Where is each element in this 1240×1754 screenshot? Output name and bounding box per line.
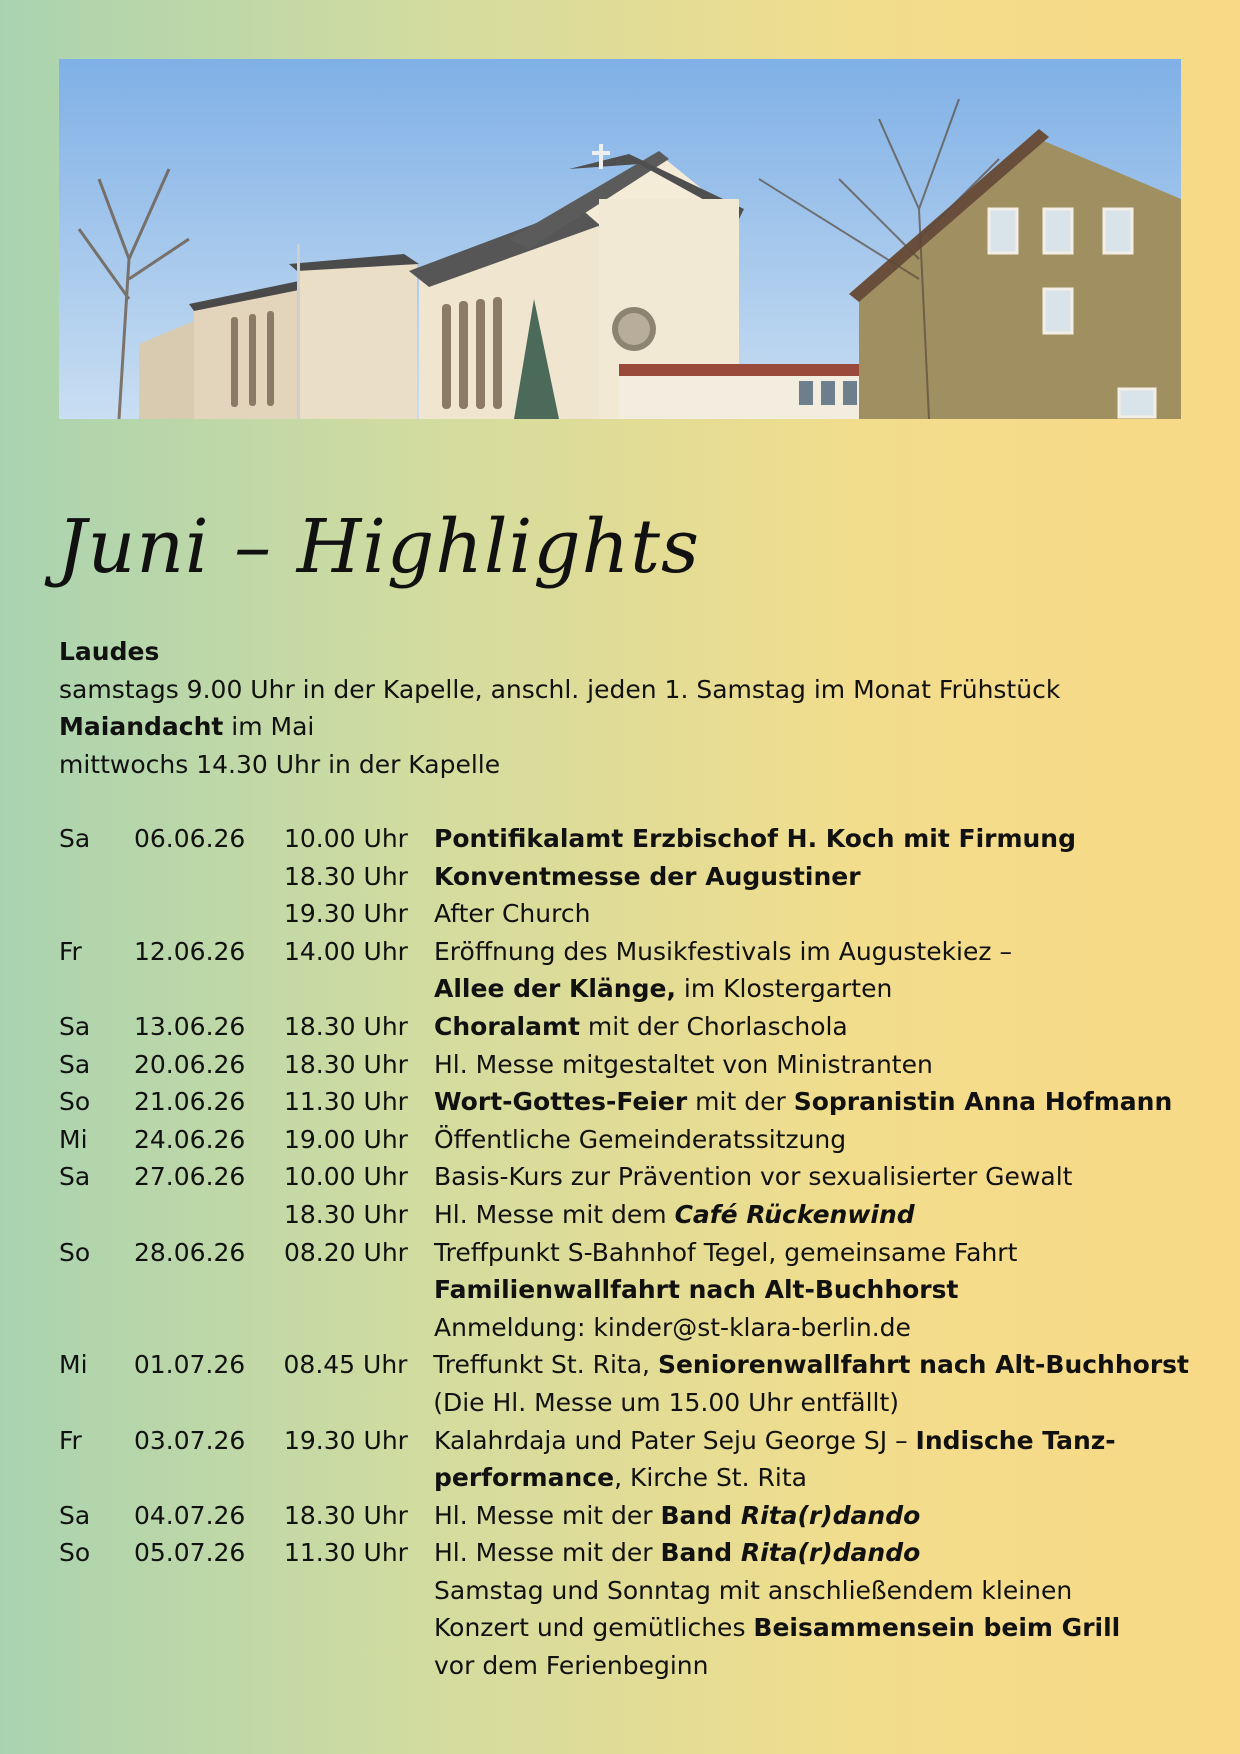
event-time: 10.00 Uhr (284, 1162, 408, 1192)
event-description-line (434, 1046, 1189, 1084)
event-time: 18.30 Uhr (284, 1500, 408, 1530)
event-date: 27.06.26 (134, 1162, 246, 1192)
event-row (59, 1234, 1189, 1347)
text-run: Öffentliche Gemeinderatssitzung (434, 1124, 847, 1154)
text-run: Beisammensein beim Grill (753, 1613, 1121, 1643)
intro-line (59, 633, 1179, 671)
event-description (434, 858, 1189, 896)
text-run: After Church (434, 899, 591, 929)
event-row (59, 1534, 1189, 1684)
event-description-line (434, 1572, 1189, 1610)
event-description (434, 1497, 1189, 1535)
event-date: 28.06.26 (134, 1237, 246, 1267)
intro-line (59, 708, 1179, 746)
text-run: (Die Hl. Messe um 15.00 Uhr entfällt) (433, 1387, 900, 1417)
event-description (434, 1008, 1189, 1046)
event-time: 18.30 Uhr (284, 1049, 408, 1079)
event-description (434, 1422, 1189, 1497)
event-description-line (434, 1158, 1189, 1196)
event-time: 18.30 Uhr (284, 1011, 408, 1041)
event-row (59, 1196, 1189, 1234)
event-description-line (433, 1346, 1189, 1384)
event-description-line (434, 1497, 1189, 1535)
event-day: Fr (59, 1425, 82, 1455)
event-day: Mi (59, 1124, 88, 1154)
event-description (434, 1046, 1189, 1084)
event-date: 06.06.26 (134, 824, 246, 853)
event-day: Sa (59, 1011, 91, 1041)
intro-line (59, 746, 1179, 784)
text-run: Maiandacht (59, 712, 224, 741)
text-run: mit der Chorlaschola (579, 1011, 848, 1041)
event-description (434, 1196, 1189, 1234)
text-run: samstags 9.00 Uhr in der Kapelle, anschl. jeden 1. Samstag im Monat Frühstück (59, 674, 1061, 704)
event-date: 24.06.26 (134, 1124, 246, 1154)
event-row (59, 1121, 1189, 1159)
event-date: 21.06.26 (134, 1087, 246, 1117)
event-date: 03.07.26 (134, 1425, 246, 1455)
event-day: Sa (59, 1500, 91, 1530)
event-day: So (59, 1538, 91, 1568)
event-day: Mi (59, 1350, 88, 1380)
event-row (59, 1497, 1189, 1535)
event-description-line (434, 1309, 1189, 1347)
event-description-line (434, 820, 1189, 858)
text-run: Hl. Messe mitgestaltet von Ministranten (434, 1049, 933, 1079)
event-day: So (59, 1087, 91, 1117)
event-description (434, 1121, 1189, 1159)
text-run: Laudes (59, 637, 160, 666)
event-date (134, 895, 284, 933)
event-description-line (434, 1008, 1189, 1046)
event-row (59, 933, 1189, 1008)
text-run: Band (660, 1538, 741, 1568)
text-run: Rita(r)dando (740, 1500, 921, 1530)
text-run: Familienwallfahrt nach Alt-Buchhorst (434, 1275, 959, 1305)
event-row (59, 1046, 1189, 1084)
text-run: im Mai (223, 712, 315, 741)
text-run: Choralamt (434, 1011, 580, 1041)
event-description (434, 895, 1189, 933)
event-row (59, 1008, 1189, 1046)
event-description (433, 1346, 1189, 1421)
event-description-line (433, 1384, 1189, 1422)
event-description-line (434, 1534, 1189, 1572)
text-run: Allee der Klänge, (434, 974, 676, 1004)
event-date: 12.06.26 (134, 936, 246, 966)
text-run: Seniorenwallfahrt nach Alt-Buchhorst (657, 1350, 1189, 1380)
page-title: Juni – Highlights (57, 504, 701, 590)
event-time: 11.30 Uhr (284, 1538, 408, 1568)
event-date: 20.06.26 (134, 1049, 246, 1079)
event-date: 04.07.26 (134, 1500, 246, 1530)
event-day: Sa (59, 1049, 91, 1079)
text-run: Hl. Messe mit der (434, 1500, 661, 1530)
event-description-line (434, 1083, 1189, 1121)
text-run: Pontifikalamt Erzbischof H. Koch mit Firmung (434, 824, 1077, 853)
text-run: Kalahrdaja und Pater Seju George SJ – (434, 1425, 916, 1455)
text-run: Sopranistin Anna Hofmann (793, 1087, 1173, 1117)
event-time: 10.00 Uhr (284, 824, 408, 853)
event-description (434, 1083, 1189, 1121)
event-time: 19.30 Uhr (284, 899, 408, 929)
text-run: im Klostergarten (675, 974, 893, 1004)
event-row (59, 1083, 1189, 1121)
intro-line (59, 671, 1179, 709)
event-description-line (434, 970, 1189, 1008)
text-run: Eröffnung des Musikfestivals im Augustekiez – (434, 936, 1012, 966)
text-run: Wort-Gottes-Feier (434, 1087, 688, 1117)
event-description-line (434, 858, 1189, 896)
text-run: Treffpunkt S-Bahnhof Tegel, gemeinsame Fahrt (434, 1237, 1018, 1267)
event-day: Sa (59, 1162, 91, 1192)
event-time: 08.45 Uhr (283, 1350, 408, 1380)
text-run: Basis-Kurs zur Prävention vor sexualisierter Gewalt (434, 1162, 1073, 1192)
event-day (59, 895, 134, 933)
event-description-line (434, 1647, 1189, 1685)
text-run: Anmeldung: kinder@st-klara-berlin.de (434, 1312, 911, 1342)
event-time: 19.30 Uhr (284, 1425, 408, 1455)
event-row (59, 858, 1189, 896)
event-description-line (434, 1609, 1189, 1647)
event-day: Sa (59, 824, 91, 853)
text-run: mittwochs 14.30 Uhr in der Kapelle (59, 749, 501, 779)
event-time: 14.00 Uhr (284, 936, 408, 966)
event-description (434, 933, 1189, 1008)
text-run: Band (660, 1500, 741, 1530)
event-description-line (434, 1234, 1189, 1272)
event-row (59, 820, 1189, 858)
event-description-line (434, 895, 1189, 933)
event-date (134, 858, 284, 896)
event-description-line (434, 933, 1189, 971)
event-description (434, 1158, 1189, 1196)
event-time: 08.20 Uhr (284, 1237, 408, 1267)
text-run: Hl. Messe mit der (434, 1538, 661, 1568)
header-photo-church (59, 59, 1181, 419)
event-day (59, 1196, 134, 1234)
event-description-line (434, 1196, 1189, 1234)
text-run: Samstag und Sonntag mit anschließendem kleinen (434, 1575, 1073, 1605)
event-time: 19.00 Uhr (284, 1124, 408, 1154)
event-description (434, 1234, 1189, 1347)
event-day: Fr (59, 936, 82, 966)
intro-section (59, 633, 1179, 783)
text-run: Indische Tanz- (915, 1425, 1116, 1455)
text-run: Hl. Messe mit dem (434, 1199, 675, 1229)
text-run: performance (434, 1463, 615, 1493)
text-run: Konzert und gemütliches (434, 1613, 754, 1643)
text-run: Treffunkt St. Rita, (433, 1350, 658, 1380)
event-date: 13.06.26 (134, 1011, 246, 1041)
event-row (59, 1346, 1189, 1421)
event-row (59, 1158, 1189, 1196)
event-description-line (434, 1121, 1189, 1159)
text-run: Rita(r)dando (740, 1538, 921, 1568)
event-description-line (434, 1422, 1189, 1460)
event-date: 05.07.26 (134, 1538, 246, 1568)
event-time: 18.30 Uhr (284, 861, 408, 891)
church-illustration (59, 59, 1181, 419)
event-row (59, 1422, 1189, 1497)
event-description (434, 820, 1189, 858)
text-run: vor dem Ferienbeginn (434, 1651, 709, 1681)
event-time: 11.30 Uhr (284, 1087, 408, 1117)
event-time: 18.30 Uhr (284, 1199, 408, 1229)
text-run: mit der (687, 1087, 794, 1117)
event-description-line (434, 1271, 1189, 1309)
text-run: Konventmesse der Augustiner (434, 861, 861, 891)
text-run: Café Rückenwind (674, 1199, 915, 1229)
event-schedule (59, 820, 1189, 1685)
event-description (434, 1534, 1189, 1684)
event-date: 01.07.26 (133, 1350, 246, 1380)
event-day (59, 858, 134, 896)
event-description-line (434, 1459, 1189, 1497)
text-run: , Kirche St. Rita (614, 1463, 807, 1493)
event-date (134, 1196, 284, 1234)
event-day: So (59, 1237, 91, 1267)
event-row (59, 895, 1189, 933)
